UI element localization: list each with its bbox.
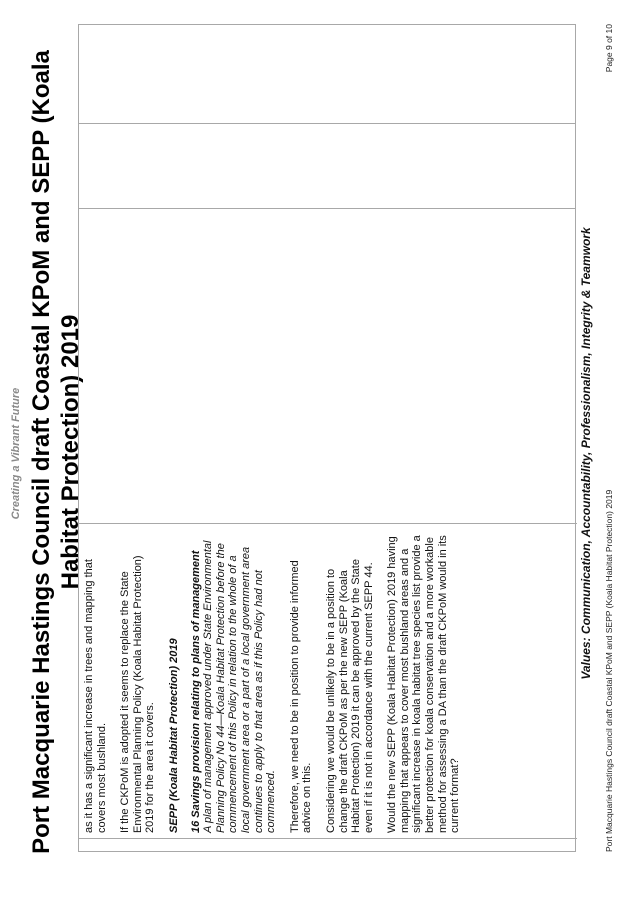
- grid-line: [79, 123, 575, 124]
- paragraph: as it has a significant increase in trees and mapping that covers most bushland.: [83, 559, 108, 833]
- paragraph: Considering we would be unlikely to be in a position to change the draft CKPoM as per the new SEPP (Koala Habitat Protection) 2019 it can be approved by the State even if it is not in accordance with the current SEPP 44.: [324, 559, 375, 833]
- clause-text: A plan of management approved under State Environmental Planning Policy No 44—Koala Habitat Protection before the commencement of this Policy in relation to the whole of a local government area or a part of a local government area continues to apply to that area as if this Policy had not commenced.: [202, 540, 278, 833]
- sepp-heading: SEPP (Koala Habitat Protection) 2019: [167, 638, 180, 833]
- comment-cell: [83, 533, 473, 833]
- paragraph: If the CKPoM is adopted it seems to replace the State Environmental Planning Policy (Koala Habitat Protection) 2019 for the area it covers.: [119, 555, 157, 833]
- footer: [604, 24, 614, 852]
- clause-block: [190, 533, 278, 833]
- paragraph: Therefore, we need to be in position to provide informed advice on this.: [288, 560, 314, 833]
- comments-table: [78, 24, 576, 852]
- column-divider: [79, 838, 577, 839]
- paragraph: Would the new SEPP (Koala Habitat Protection) 2019 having mapping that appears to cover most bushland areas and a significant increase in koala habitat tree species list provide a better protection for koala conservation and a more workable method for assessing a DA than the draft CKPoM would in its current format?: [386, 535, 462, 833]
- clause-heading: 16 Savings provision relating to plans of management: [189, 550, 202, 833]
- page-title: Port Macquarie Hastings Council draft Coastal KPoM and SEPP (Koala Habitat Protection) 2019: [28, 50, 84, 854]
- table-row: [79, 25, 577, 851]
- page-number: Page 9 of 10: [604, 24, 614, 73]
- tagline: Creating a Vibrant Future: [10, 387, 22, 520]
- column-divider: [79, 523, 577, 524]
- grid-line: [79, 208, 575, 209]
- values-line: Values: Communication, Accountability, Professionalism, Integrity & Teamwork: [579, 227, 593, 680]
- footer-doc-title: Port Macquarie Hastings Council draft Coastal KPoM and SEPP (Koala Habitat Protection) 2019: [604, 489, 614, 852]
